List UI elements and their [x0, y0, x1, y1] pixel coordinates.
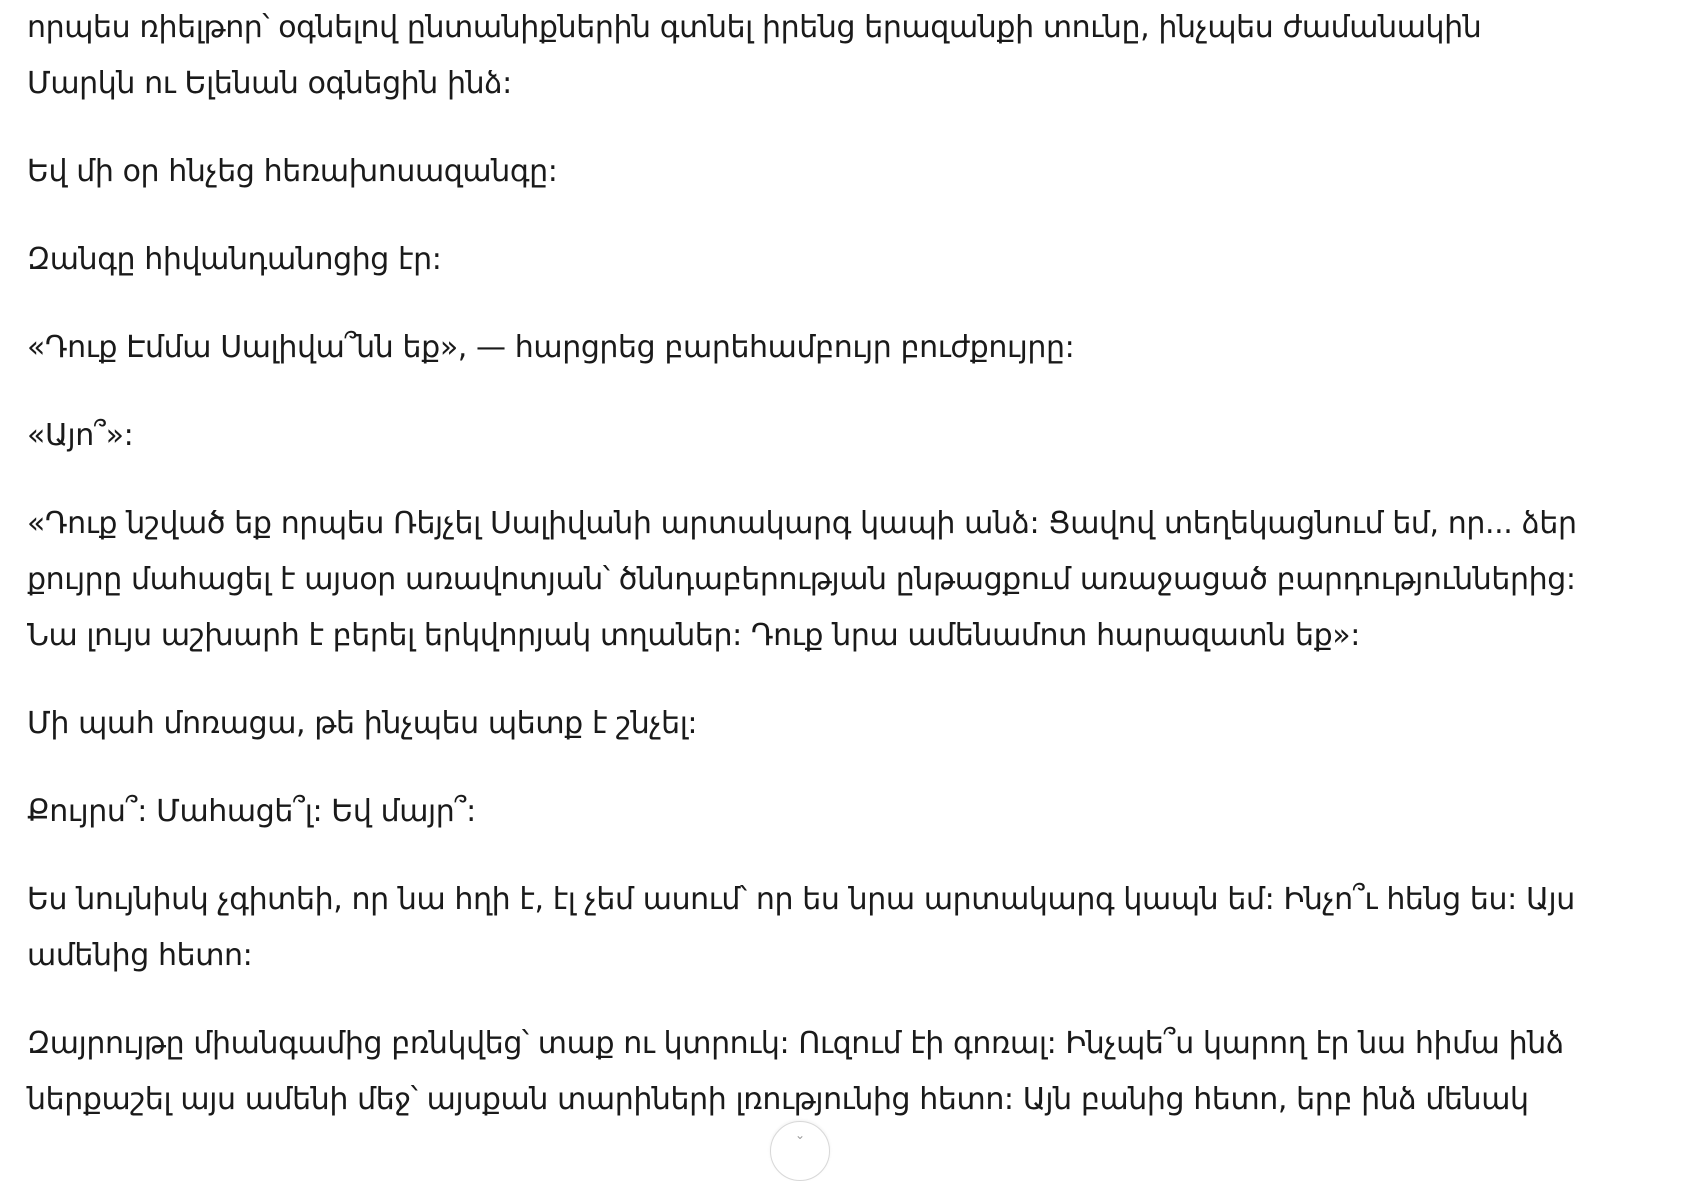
paragraph-8: Քույրս՞: Մահացե՞լ: Եվ մայր՞:	[27, 794, 476, 829]
paragraph-6: «Դուք նշված եք որպես Ռեյչել Սալիվանի արտակարգ կապի անձ: Ցավով տեղեկացնում եմ, որ... ձեր քույրը մահացել է այսօր առավոտյան՝ ծննդաբերության ընթացքում առաջացած բարդություններից: Նա լույս աշխարհ է բերել երկվորյակ տղաներ: Դուք նրա ամենամոտ հարազատն եք»:	[27, 506, 1577, 653]
article-body	[27, 0, 1587, 1128]
paragraph-9: Ես նույնիսկ չգիտեի, որ նա հղի է, էլ չեմ ասում՝ որ ես նրա արտակարգ կապն եմ: Ինչո՞ւ հենց ես: Այս ամենից հետո:	[27, 882, 1575, 973]
paragraph-5: «Այո՞»:	[27, 418, 134, 453]
paragraph-2: Եվ մի օր հնչեց հեռախոսազանգը:	[27, 154, 558, 189]
paragraph-3: Զանգը հիվանդանոցից էր:	[27, 242, 442, 277]
paragraph-7: Մի պահ մոռացա, թե ինչպես պետք է շնչել:	[27, 706, 698, 741]
paragraph-4: «Դուք Էմմա Սալիվա՞նն եք», — հարցրեց բարեհամբույր բուժքույրը:	[27, 330, 1075, 365]
chevron-down-icon: ⌄	[794, 1128, 806, 1142]
paragraph-1: որպես ռիելթոր՝ օգնելով ընտանիքներին գտնել իրենց երազանքի տունը, ինչպես ժամանակին Մարկն ու Ելենան օգնեցին ինձ:	[27, 10, 1482, 101]
paragraph-10: Զայրույթը միանգամից բռնկվեց՝ տաք ու կտրուկ: Ուզում էի գոռալ: Ինչպե՞ս կարող էր նա հիմա ինձ ներքաշել այս ամենի մեջ՝ այսքան տարիների լռությունից հետո: Այն բանից հետո, երբ ինձ մենակ	[27, 1026, 1564, 1117]
scroll-down-button[interactable]	[770, 1121, 830, 1181]
